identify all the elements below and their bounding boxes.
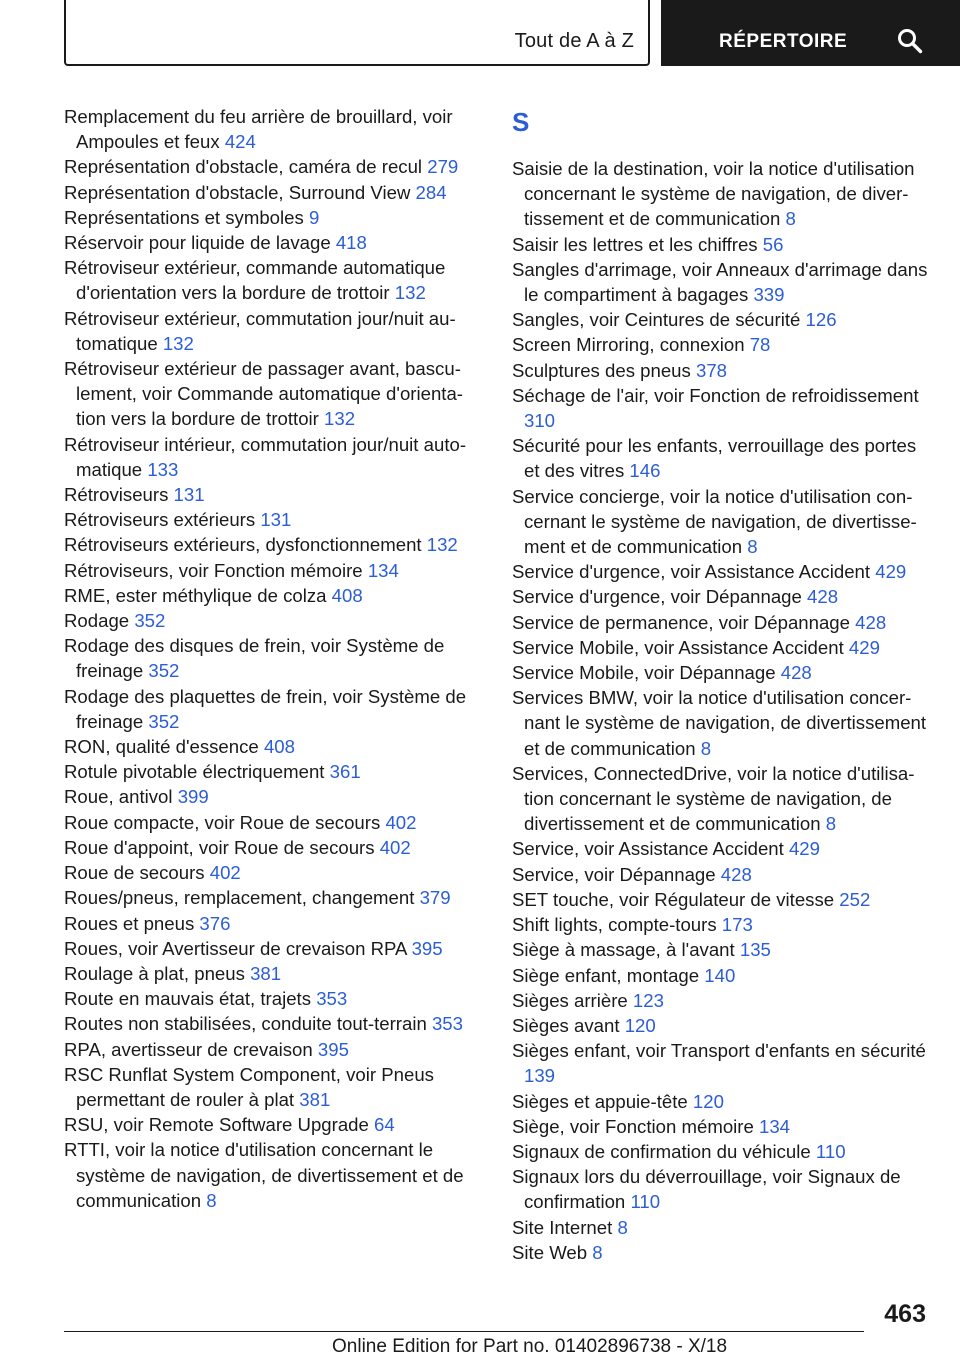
index-entry [64,1011,484,1036]
search-icon[interactable] [897,28,923,54]
entry-text: RPA, avertisseur de crevaison [64,1038,313,1060]
entry-text: Roue d'appoint, voir Roue de secours [64,836,375,858]
entry-text: Rétroviseur extérieur, commande automatique d'orientation vers la bordure de trottoir [64,257,446,304]
page-link[interactable]: 429 [848,636,880,658]
index-entry [64,835,484,860]
entry-text: Rétroviseurs extérieurs [64,509,256,531]
page-link[interactable]: 132 [426,534,458,556]
page-link[interactable]: 379 [419,887,451,909]
page-link[interactable]: 361 [329,761,361,783]
entry-text: Rodage des plaquettes de frein, voir Système de freinage [64,685,467,732]
entry-text: Saisie de la destination, voir la notice d'utilisation concernant le système de navigation, de divertissement et de communication [512,158,915,230]
page-link[interactable]: 134 [367,559,399,581]
page-link[interactable]: 140 [704,964,736,986]
directory-label[interactable]: RÉPERTOIRE [719,31,848,52]
page-link[interactable]: 395 [411,937,443,959]
index-entry [512,1139,932,1164]
index-entry [512,937,932,962]
index-entry [64,532,484,557]
index-column-right [512,104,932,1265]
entry-text: Rétroviseurs [64,484,169,506]
page-link[interactable]: 131 [260,509,292,531]
entry-text: Sièges avant [512,1014,620,1036]
index-entry [64,104,484,154]
index-entry [512,660,932,685]
entry-text: Roulage à plat, pneus [64,962,245,984]
index-entry [64,986,484,1011]
entry-text: Signaux de confirmation du véhicule [512,1140,811,1162]
index-entry [512,1114,932,1139]
page-link[interactable]: 376 [199,912,231,934]
entry-text: Signaux lors du déverrouillage, voir Signaux de confirmation [512,1166,901,1213]
page-link[interactable]: 310 [524,410,556,432]
header-section-tab [64,0,650,66]
index-entries-s [512,156,932,1265]
page-link[interactable]: 132 [324,408,356,430]
index-entry [64,936,484,961]
page-link[interactable]: 399 [177,786,209,808]
index-entry [64,507,484,532]
page-link[interactable]: 8 [747,536,758,558]
entry-text: Siège enfant, montage [512,964,700,986]
page-link[interactable]: 339 [753,284,785,306]
page-link[interactable]: 279 [427,156,459,178]
entry-text: Siège à massage, à l'avant [512,939,735,961]
entry-text: Routes non stabilisées, conduite tout-terrain [64,1013,427,1035]
index-entry [64,911,484,936]
page-link[interactable]: 110 [815,1140,846,1162]
entry-text: Représentations et symboles [64,206,304,228]
entry-text: Représentation d'obstacle, caméra de recul [64,156,423,178]
page-link[interactable]: 139 [524,1065,556,1087]
entry-text: Service concierge, voir la notice d'utilisation concernant le système de navigation, de divertissement et de communication [512,485,917,558]
entry-text: Screen Mirroring, connexion [512,334,745,356]
page-link[interactable]: 429 [875,561,907,583]
page-link[interactable]: 56 [762,233,784,255]
index-entry [64,734,484,759]
page-link[interactable]: 352 [148,660,180,682]
index-entry [512,887,932,912]
index-entry [64,583,484,608]
index-entry [512,257,932,307]
index-entry [64,230,484,255]
page-link[interactable]: 8 [825,813,837,835]
page-link[interactable]: 134 [759,1115,791,1137]
index-entry [64,255,484,305]
entry-text: Route en mauvais état, trajets [64,988,312,1010]
page-link[interactable]: 8 [206,1189,217,1211]
index-entry [64,860,484,885]
entry-text: Service de permanence, voir Dépannage [512,611,850,633]
index-entry [512,332,932,357]
index-entry [512,232,932,257]
index-entry [512,1013,932,1038]
entry-text: Rétroviseur intérieur, commutation jour/nuit automatique [64,433,467,480]
entry-text: Rétroviseurs, voir Fonction mémoire [64,559,363,581]
index-entry [512,610,932,635]
entry-text: Rotule pivotable électriquement [64,761,325,783]
index-entry [64,608,484,633]
index-entry [64,633,484,683]
index-entry [512,761,932,837]
entry-text: SET touche, voir Régulateur de vitesse [512,888,835,910]
index-entry [512,156,932,232]
entry-text: Shift lights, compte-tours [512,914,717,936]
entry-text: Représentation d'obstacle, Surround View [64,181,411,203]
entry-text: Service, voir Dépannage [512,863,716,885]
index-entry [512,433,932,483]
page-link[interactable]: 8 [617,1216,628,1238]
page-link[interactable]: 173 [721,914,753,936]
index-entry [512,635,932,660]
index-entry [512,484,932,560]
index-entry [512,307,932,332]
page-link[interactable]: 131 [173,484,205,506]
page-link[interactable]: 428 [855,611,887,633]
page-link[interactable]: 402 [385,811,417,833]
entry-text: Roues, voir Avertisseur de crevaison RPA [64,937,407,959]
index-entry [512,988,932,1013]
page-link[interactable]: 352 [134,610,166,632]
entry-text: Service d'urgence, voir Assistance Accident [512,561,871,583]
entry-text: Rodage des disques de frein, voir Système de freinage [64,635,445,682]
page-link[interactable]: 428 [780,662,812,684]
index-entry [64,1037,484,1062]
index-entry [64,759,484,784]
page-link[interactable]: 78 [749,334,771,356]
page-link[interactable]: 120 [692,1090,724,1112]
entry-text: Rétroviseurs extérieurs, dysfonctionnement [64,534,422,556]
page-link[interactable]: 8 [700,737,712,759]
page-link[interactable]: 408 [331,584,363,606]
entry-text: Séchage de l'air, voir Fonction de refroidissement [512,384,919,406]
index-entry [64,356,484,432]
index-entry [64,306,484,356]
index-entry [64,1112,484,1137]
page-link[interactable]: 352 [148,710,180,732]
entry-text: Service d'urgence, voir Dépannage [512,586,802,608]
footer-divider [64,1331,864,1332]
page-link[interactable]: 146 [629,460,661,482]
entry-text: Rodage [64,610,130,632]
entry-text: Sièges enfant, voir Transport d'enfants en sécurité [512,1040,926,1062]
page-link[interactable]: 381 [250,962,282,984]
page-link[interactable]: 428 [807,586,839,608]
entry-text: Service, voir Assistance Accident [512,838,784,860]
entry-text: Services, ConnectedDrive, voir la notice d'utilisation concernant le système de navigation, de divertissement et de communication [512,762,915,835]
entry-text: Roue de secours [64,862,205,884]
entry-text: Site Internet [512,1216,613,1238]
entry-text: Services BMW, voir la notice d'utilisation concernant le système de navigation, de divertissement et de communication [512,687,927,759]
page-link[interactable]: 378 [696,359,728,381]
index-entry [512,383,932,433]
index-entry [512,1089,932,1114]
entry-text: RME, ester méthylique de colza [64,584,327,606]
entry-text: Roue, antivol [64,786,173,808]
index-entry [64,180,484,205]
entry-text: Sièges et appuie-tête [512,1090,688,1112]
entry-text: Service Mobile, voir Assistance Accident [512,636,844,658]
index-entry [512,1164,932,1214]
page-link[interactable]: 8 [785,208,796,230]
entry-text: Sièges arrière [512,989,628,1011]
page-link[interactable]: 429 [788,838,820,860]
entry-text: Roue compacte, voir Roue de secours [64,811,381,833]
index-entry [512,1215,932,1240]
index-entry [512,836,932,861]
index-entry [512,1038,932,1088]
page-link[interactable]: 424 [224,131,256,153]
page-link[interactable]: 132 [394,282,426,304]
page-link[interactable]: 64 [374,1114,395,1136]
page-link[interactable]: 353 [316,988,348,1010]
entry-text: RSC Runflat System Component, voir Pneus permettant de rouler à plat [64,1063,434,1110]
index-entry [512,559,932,584]
page-link[interactable]: 123 [632,989,664,1011]
page-link[interactable]: 395 [317,1038,349,1060]
page-link[interactable]: 133 [147,458,179,480]
page-link[interactable]: 132 [162,332,194,354]
entry-text: Site Web [512,1241,588,1263]
index-entry [64,810,484,835]
index-entry [64,558,484,583]
entry-text: Rétroviseur extérieur, commutation jour/nuit automatique [64,307,456,354]
page-link[interactable]: 135 [739,939,771,961]
entry-text: Sculptures des pneus [512,359,691,381]
page-number: 463 [884,1300,926,1328]
index-entry [64,482,484,507]
page-link[interactable]: 8 [592,1241,603,1263]
page-link[interactable]: 418 [335,232,367,254]
index-entry [64,784,484,809]
page-link[interactable]: 402 [379,836,411,858]
index-entry [64,961,484,986]
entry-text: Sangles, voir Ceintures de sécurité [512,309,801,331]
page-link[interactable]: 408 [263,736,295,758]
entry-text: Siège, voir Fonction mémoire [512,1115,754,1137]
index-entry [64,1137,484,1213]
index-entry [512,963,932,988]
entry-text: Réservoir pour liquide de lavage [64,232,331,254]
page-link[interactable]: 402 [209,862,241,884]
index-entry [512,912,932,937]
index-entry [512,358,932,383]
entry-text: Sécurité pour les enfants, verrouillage des portes et des vitres [512,435,917,482]
page-link[interactable]: 353 [431,1013,463,1035]
index-entry [64,205,484,230]
section-label: Tout de A à Z [514,30,634,52]
page-link[interactable]: 126 [805,309,837,331]
letter-heading: S [512,107,530,137]
page-link[interactable]: 120 [624,1014,656,1036]
page-link[interactable]: 428 [720,863,752,885]
index-entry [512,1240,932,1265]
index-entry [512,685,932,761]
entry-text: RTTI, voir la notice d'utilisation concernant le système de navigation, de divertissement et de communication [64,1139,464,1211]
entry-text: Service Mobile, voir Dépannage [512,662,776,684]
directory-tab[interactable] [661,0,960,66]
entry-text: Saisir les lettres et les chiffres [512,233,758,255]
page-link[interactable]: 284 [415,181,447,203]
entry-text: Rétroviseur extérieur de passager avant, basculement, voir Commande automatique d'orientation vers la bordure de trottoir [64,358,463,430]
entry-text: Roues et pneus [64,912,195,934]
page-link[interactable]: 9 [308,206,320,228]
entry-text: Sangles d'arrimage, voir Anneaux d'arrimage dans le compartiment à bagages [512,258,928,306]
index-entry [64,684,484,734]
page-link[interactable]: 252 [839,888,871,910]
entry-text: Roues/pneus, remplacement, changement [64,887,415,909]
index-entry [512,584,932,609]
index-entry [64,1062,484,1112]
index-column-left [64,104,484,1213]
index-entry [64,154,484,179]
page-link[interactable]: 110 [630,1191,661,1213]
index-entry [512,862,932,887]
entry-text: Remplacement du feu arrière de brouillard, voir Ampoules et feux [64,106,453,153]
entry-text: RSU, voir Remote Software Upgrade [64,1114,369,1136]
entry-text: RON, qualité d'essence [64,736,259,758]
index-entry [64,432,484,482]
page-link[interactable]: 381 [299,1088,331,1110]
edition-footer: Online Edition for Part no. 01402896738 - X/18 [332,1336,728,1357]
index-entry [64,885,484,910]
